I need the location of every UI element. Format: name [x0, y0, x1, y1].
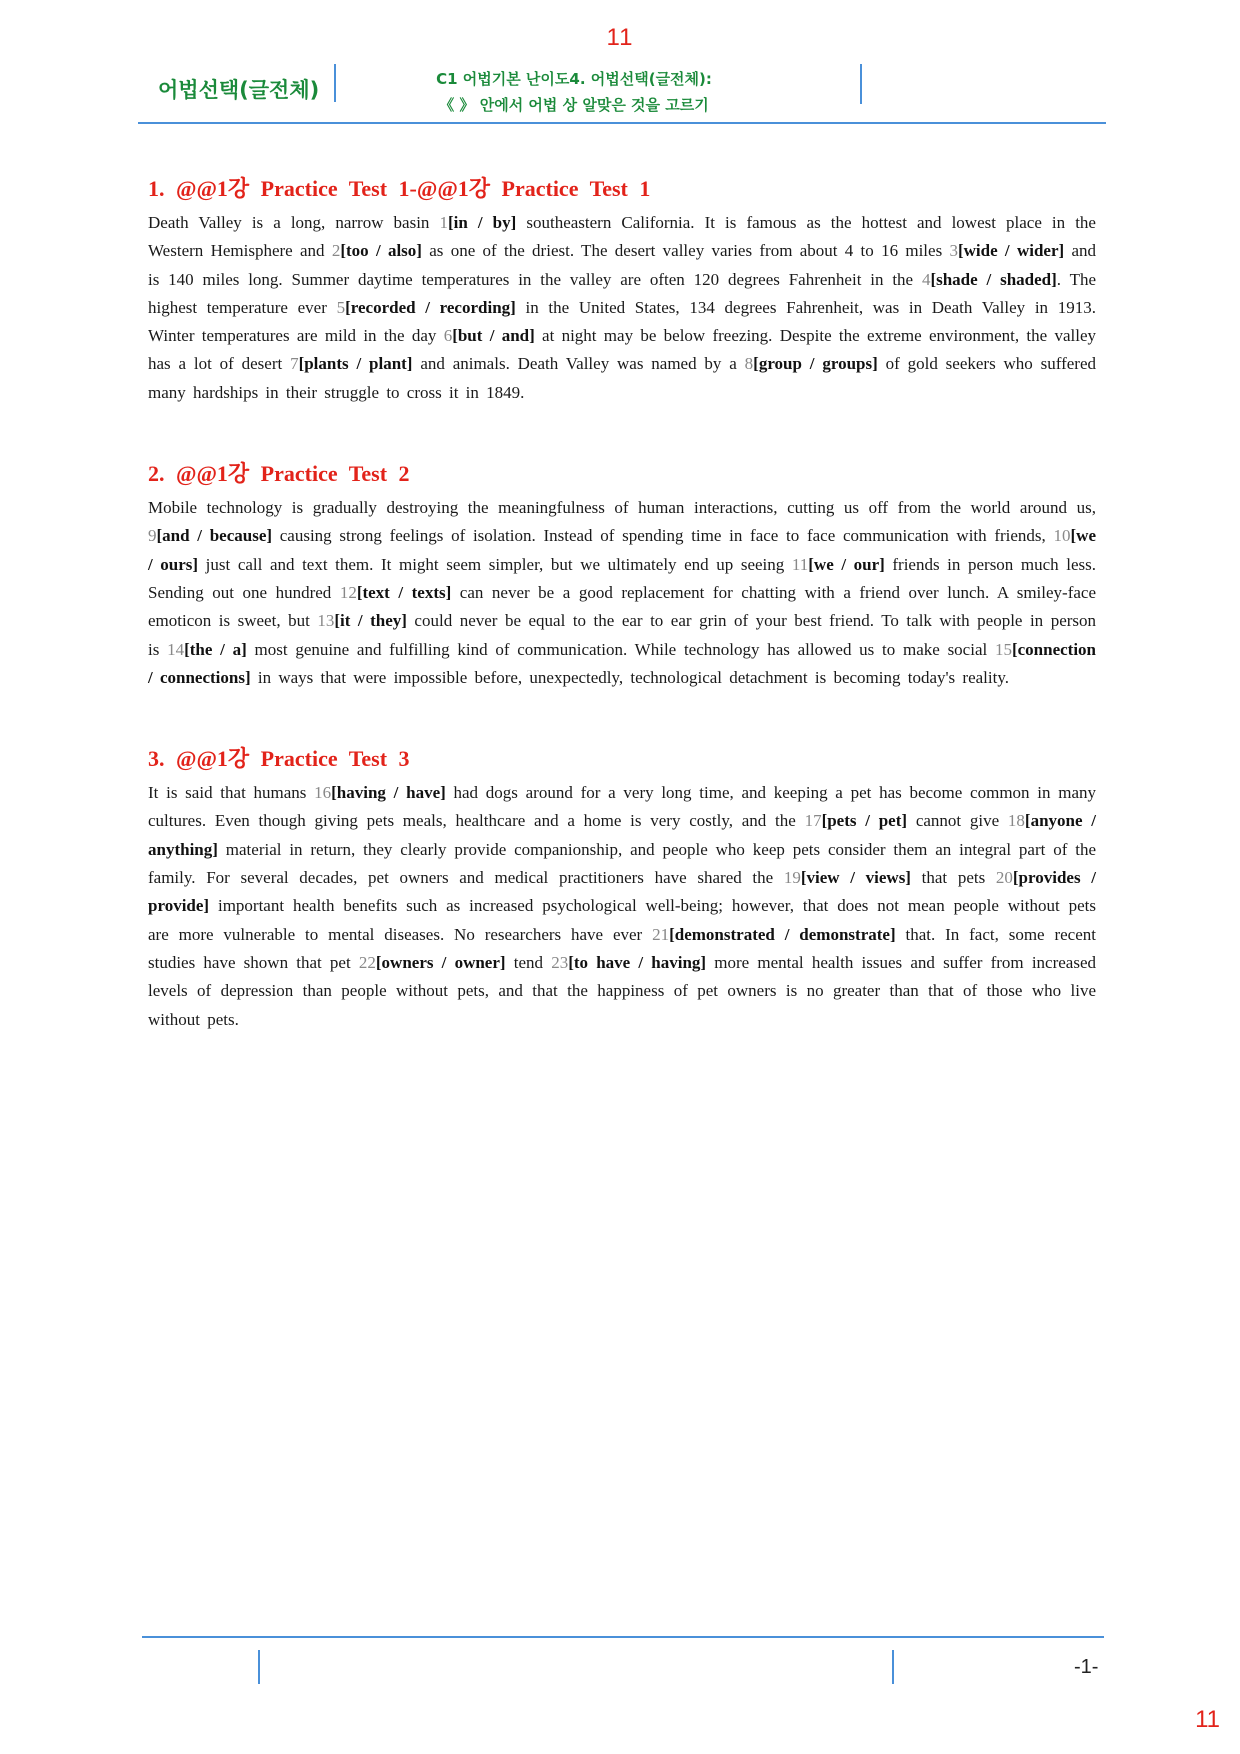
answer-choice: [text / texts] — [356, 582, 452, 602]
question-number: 13 — [317, 611, 335, 631]
passage-text: that pets — [910, 868, 996, 888]
question-number: 14 — [167, 639, 185, 659]
section-title: 1. @@1강 Practice Test 1-@@1강 Practice Test 1 — [148, 176, 651, 201]
answer-choice: [plants / plant] — [298, 354, 413, 374]
question-number: 6 — [443, 326, 453, 346]
passage-text: just call and text them. It might seem simpler, but we ultimately end up seeing — [198, 554, 792, 574]
header-subtitle — [374, 66, 774, 118]
answer-choice: [pets / pet] — [821, 811, 908, 831]
passage-text: . The highest temperature ever — [148, 269, 1096, 317]
passage-text: and is 140 miles long. Summer daytime temperatures in the valley are often 120 degrees Fahrenheit in the — [148, 241, 1096, 289]
question-number: 8 — [744, 354, 754, 374]
passage-text: as one of the driest. The desert valley varies from about 4 to 16 miles — [421, 241, 950, 261]
passage-text: causing strong feelings of isolation. Instead of spending time in face to face communication with friends, — [272, 526, 1054, 546]
passage-text: southeastern California. It is famous as the hottest and lowest place in the Western Hemisphere and — [148, 213, 1096, 261]
page-number-bottom: 11 — [1195, 1706, 1220, 1733]
answer-choice: [group / groups] — [753, 354, 878, 374]
question-number: 21 — [652, 924, 670, 944]
answer-choice: [we / ours] — [148, 526, 1096, 574]
passage-text: most genuine and fulfilling kind of communication. While technology has allowed us to make social — [246, 639, 995, 659]
passage-text: can never be a good replacement for chatting with a friend over lunch. A smiley-face emoticon is sweet, but — [148, 582, 1096, 631]
answer-choice: [in / by] — [448, 213, 517, 232]
question-number: 4 — [921, 269, 931, 289]
answer-choice: [the / a] — [184, 639, 247, 659]
question-number: 1 — [439, 213, 448, 232]
question-number: 9 — [148, 526, 157, 546]
answer-choice: [demonstrated / demonstrate] — [669, 924, 896, 944]
passage-text: of gold seekers who suffered many hardships in their struggle to cross it in 1849. — [148, 354, 1097, 402]
answer-choice: [having / have] — [331, 783, 446, 803]
passage-text: and animals. Death Valley was named by a — [412, 354, 745, 374]
passage-text: at night may be below freezing. Despite the extreme environment, the valley has a lot of desert — [148, 326, 1096, 374]
question-number: 10 — [1053, 526, 1071, 546]
question-number: 19 — [783, 868, 801, 888]
section-passage — [148, 494, 1096, 692]
page-header — [138, 62, 1106, 124]
header-rule — [138, 122, 1106, 124]
header-divider-left — [334, 64, 336, 102]
question-number: 20 — [995, 868, 1013, 888]
question-number: 5 — [336, 297, 346, 317]
answer-choice: [and / because] — [156, 526, 273, 546]
section-passage — [148, 779, 1096, 1034]
answer-choice: [but / and] — [452, 326, 535, 346]
question-number: 12 — [339, 582, 357, 602]
question-number: 3 — [949, 241, 958, 261]
section-title: 2. @@1강 Practice Test 2 — [148, 461, 410, 487]
passage-text: Mobile technology is gradually destroying the meaningfulness of human interactions, cutting us off from the world around us, — [148, 498, 1096, 518]
passage-text: cannot give — [907, 811, 1008, 831]
answer-choice: [it / they] — [334, 611, 407, 631]
passage-text: tend — [505, 952, 552, 972]
passage-text: It is said that humans — [148, 783, 315, 803]
answer-choice: [shade / shaded] — [930, 269, 1057, 289]
passage-text: more mental health issues and suffer from increased levels of depression than people without pets, and that the happiness of pet owners is no greater than that of those who live without pets. — [148, 952, 1097, 1029]
question-number: 18 — [1007, 811, 1025, 831]
section-2 — [148, 457, 1096, 692]
footer-divider-right — [892, 1650, 894, 1684]
passage-text: important health benefits such as increased psychological well-being; however, that does not mean people without pets are more vulnerable to mental diseases. No researchers have ever — [148, 896, 1096, 944]
answer-choice: [view / views] — [800, 868, 911, 888]
question-number: 22 — [358, 952, 376, 972]
passage-text: could never be equal to the ear to ear grin of your best friend. To talk with people in person is — [148, 611, 1097, 659]
answer-choice: [owners / owner] — [375, 952, 506, 972]
section-3 — [148, 742, 1096, 1034]
question-number: 23 — [551, 952, 569, 972]
answer-choice: [anyone / anything] — [148, 811, 1096, 859]
passage-text: Death Valley is a long, narrow basin — [148, 213, 440, 232]
passage-text: had dogs around for a very long time, and keeping a pet has become common in many cultures. Even though giving pets meals, healthcare and a home is very costly, and the — [148, 783, 1096, 831]
header-subtitle-line2: 《 》 안에서 어법 상 알맞은 것을 고르기 — [439, 96, 709, 114]
answer-choice: [provides / provide] — [148, 868, 1096, 916]
passage-text: friends in person much less. Sending out one hundred — [148, 554, 1097, 602]
answer-choice: [wide / wider] — [957, 241, 1065, 261]
content-area — [148, 172, 1096, 1084]
header-title: 어법선택(글전체) — [158, 78, 320, 102]
question-number: 2 — [331, 241, 341, 261]
answer-choice: [to have / having] — [568, 952, 707, 972]
footer-divider-left — [258, 1650, 260, 1684]
question-number: 16 — [314, 783, 332, 803]
question-number: 7 — [290, 354, 299, 374]
passage-text: material in return, they clearly provide companionship, and people who keep pets consider them an integral part of the family. For several decades, pet owners and medical practitioners have shared the — [148, 839, 1096, 888]
question-number: 15 — [994, 639, 1012, 659]
passage-text: that. In fact, some recent studies have shown that pet — [148, 924, 1096, 972]
answer-choice: [too / also] — [340, 241, 422, 261]
section-1 — [148, 172, 1096, 407]
question-number: 11 — [791, 554, 809, 574]
header-divider-right — [860, 64, 862, 104]
question-number: 17 — [804, 811, 822, 831]
footer-rule — [142, 1636, 1104, 1638]
footer-page-indicator: -1- — [1074, 1656, 1099, 1678]
answer-choice: [recorded / recording] — [345, 297, 516, 317]
page-number-top: 11 — [606, 24, 634, 51]
answer-choice: [connection / connections] — [148, 639, 1097, 687]
passage-text: in the United States, 134 degrees Fahrenheit, was in Death Valley in 1913. Winter temperatures are mild in the day — [148, 297, 1096, 346]
section-title: 3. @@1강 Practice Test 3 — [148, 746, 410, 772]
answer-choice: [we / our] — [808, 554, 885, 574]
header-subtitle-line1: C1 어법기본 난이도4. 어법선택(글전체): — [436, 70, 712, 88]
section-passage — [148, 209, 1096, 407]
passage-text: in ways that were impossible before, unexpectedly, technological detachment is becoming today's reality. — [250, 667, 1009, 687]
